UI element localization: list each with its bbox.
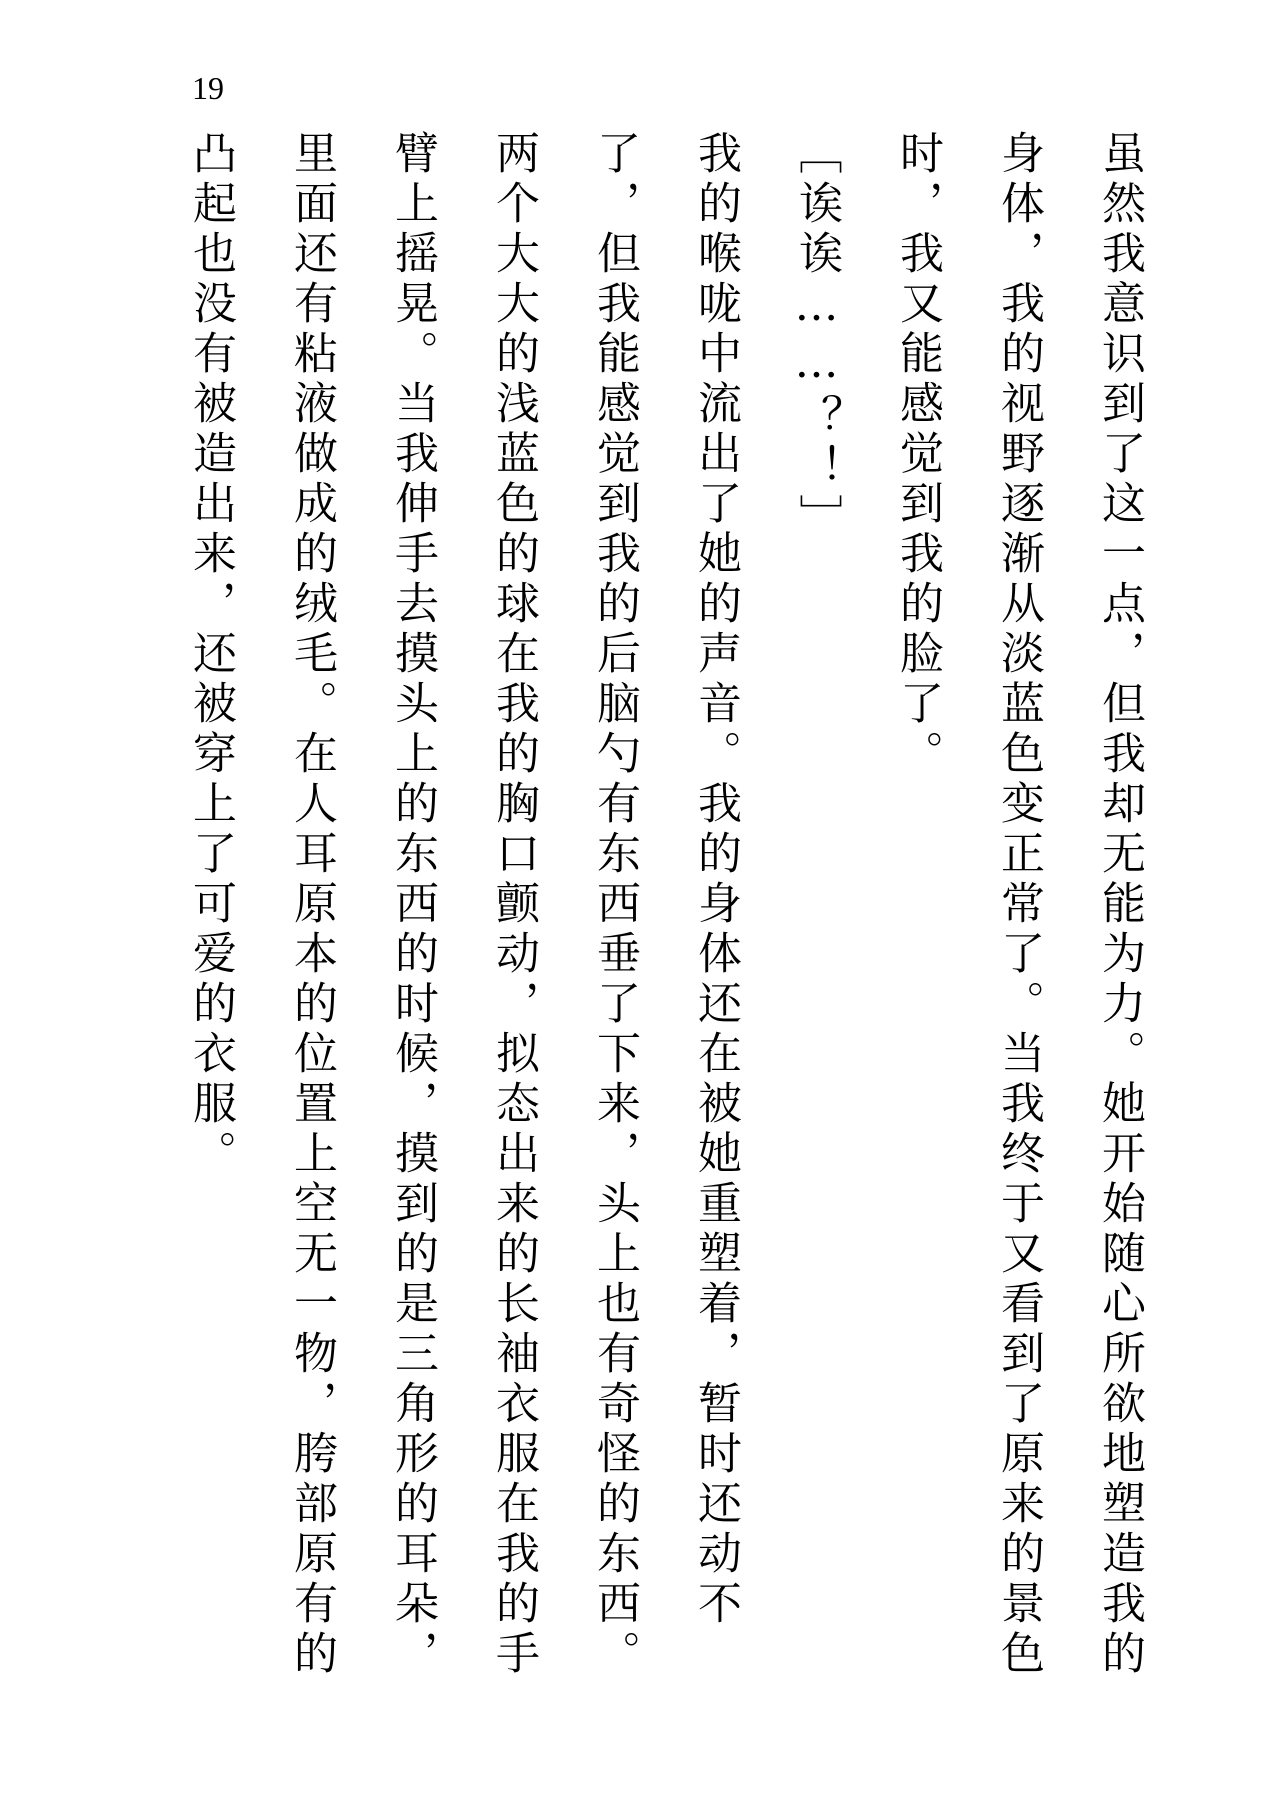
page-body-text: [160, 130, 1170, 1690]
paragraph: 我的喉咙中流出了她的声音。我的身体还在被她重塑着，暂时还动不了，但我能感觉到我的后脑勺有东西垂了下来，头上也有奇怪的东西。两个大大的浅蓝色的球在我的胸口颤动，拟态出来的长袖衣服在我的手臂上摇晃。当我伸手去摸头上的东西的时候，摸到的是三角形的耳朵，里面还有粘液做成的绒毛。在人耳原本的位置上空无一物，胯部原有的凸起也没有被造出来，还被穿上了可爱的衣服。: [185, 130, 741, 1680]
dialogue-line: ［诶诶……？！］: [791, 130, 842, 544]
page-number: 19: [192, 70, 224, 106]
paragraph: 虽然我意识到了这一点，但我却无能为力。她开始随心所欲地塑造我的身体，我的视野逐渐从淡蓝色变正常了。当我终于又看到了原来的景色时，我又能感觉到我的脸了。: [892, 130, 1145, 1680]
